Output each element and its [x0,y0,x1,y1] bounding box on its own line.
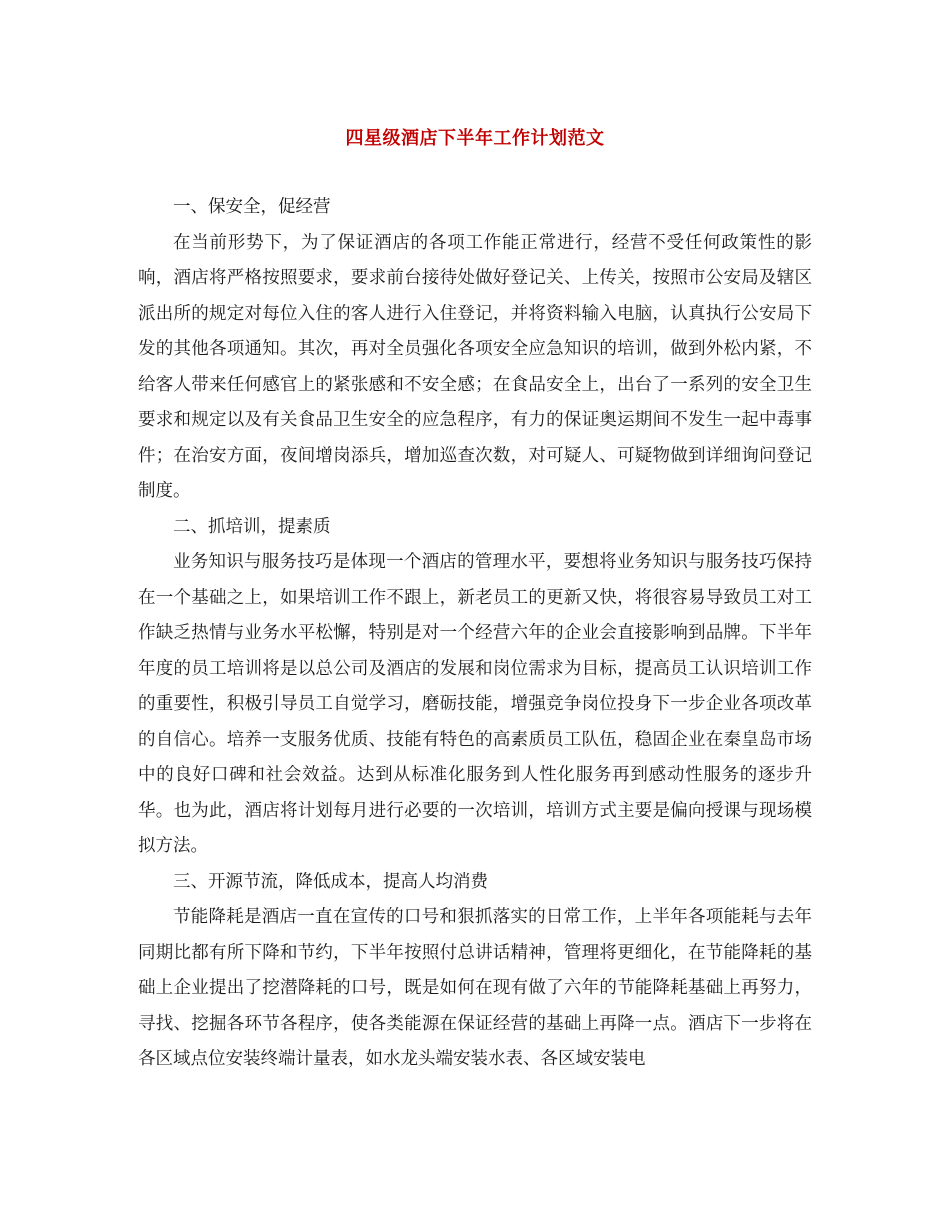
section-heading-1: 一、保安全，促经营 [173,197,331,217]
document-title: 四星级酒店下半年工作计划范文 [345,128,605,149]
document-body [138,190,812,1078]
section-heading-2: 二、抓培训，提素质 [173,516,331,537]
section-paragraph-2: 业务知识与服务技巧是体现一个酒店的管理水平，要想将业务知识与服务技巧保持在一个基础之上，如果培训工作不跟上，新老员工的更新又快，将很容易导致员工对工作缺乏热情与业务水平松懈，特别是对一个经营六年的企业会直接影响到品牌。下半年年度的员工培训将是以总公司及酒店的发展和岗位需求为目标，提高员工认识培训工作的重要性，积极引导员工自觉学习，磨砺技能，增强竞争岗位投身下一步企业各项改革的自信心。培养一支服务优质、技能有特色的高素质员工队伍，稳固企业在秦皇岛市场中的良好口碑和社会效益。达到从标准化服务到人性化服务再到感动性服务的逐步升华。也为此，酒店将计划每月进行必要的一次培训，培训方式主要是偏向授课与现场模拟方法。 [138,552,812,856]
section-paragraph-1: 在当前形势下，为了保证酒店的各项工作能正常进行，经营不受任何政策性的影响，酒店将严格按照要求，要求前台接待处做好登记关、上传关，按照市公安局及辖区派出所的规定对每位入住的客人进行入住登记，并将资料输入电脑，认真执行公安局下发的其他各项通知。其次，再对全员强化各项安全应急知识的培训，做到外松内紧，不给客人带来任何感官上的紧张感和不安全感；在食品安全上，出台了一系列的安全卫生要求和规定以及有关食品卫生安全的应急程序，有力的保证奥运期间不发生一起中毒事件；在治安方面，夜间增岗添兵，增加巡查次数，对可疑人、可疑物做到详细询问登记制度。 [138,232,812,501]
section-heading-3: 三、开源节流，降低成本，提高人均消费 [173,871,488,892]
section-paragraph-3: 节能降耗是酒店一直在宣传的口号和狠抓落实的日常工作，上半年各项能耗与去年同期比都有所下降和节约，下半年按照付总讲话精神，管理将更细化，在节能降耗的基础上企业提出了挖潜降耗的口号，既是如何在现有做了六年的节能降耗基础上再努力，寻找、挖掘各环节各程序，使各类能源在保证经营的基础上再降一点。酒店下一步将在各区域点位安装终端计量表，如水龙头端安装水表、各区域安装电 [138,907,812,1069]
